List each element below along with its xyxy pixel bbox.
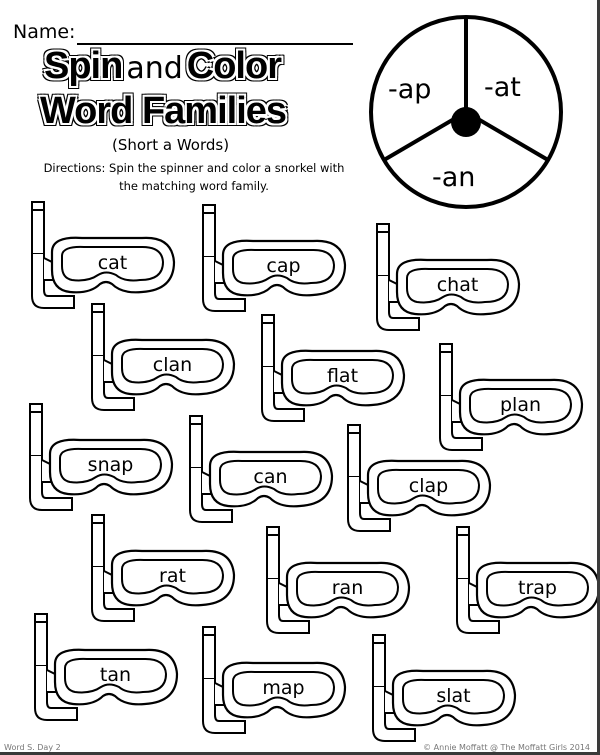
title-line-2: Word Families (40, 90, 287, 132)
snorkel-word: clap (408, 475, 449, 497)
title-line-1 (44, 45, 281, 88)
snorkel-clan[interactable] (82, 302, 242, 417)
snorkel-can[interactable] (180, 414, 340, 529)
snorkel-word: map (262, 677, 305, 699)
spinner-section-an: -an (432, 162, 476, 193)
snorkel-cat[interactable] (22, 200, 182, 315)
snorkel-word: tan (99, 664, 132, 686)
subtitle: (Short a Words) (112, 136, 230, 154)
spinner-center-pin (451, 107, 481, 137)
snorkel-word: plan (499, 394, 542, 416)
snorkel-word: chat (436, 274, 479, 296)
snorkel-slat[interactable] (363, 633, 523, 748)
snorkel-word: clan (152, 354, 193, 376)
snorkel-word: rat (159, 565, 186, 587)
footer-left: Word S. Day 2 (4, 743, 61, 752)
snorkel-word: can (253, 466, 288, 488)
title-spin: Spin (44, 45, 123, 87)
snorkel-clap[interactable] (338, 423, 498, 538)
snorkel-tan[interactable] (25, 612, 185, 727)
snorkel-word: snap (87, 454, 134, 476)
snorkel-word: ran (331, 577, 364, 599)
snorkel-trap[interactable] (447, 525, 600, 640)
title-and: and (126, 51, 183, 86)
spinner-section-ap: -ap (388, 74, 432, 105)
snorkel-word: cat (97, 252, 128, 274)
snorkel-cap[interactable] (193, 203, 353, 318)
snorkel-flat[interactable] (252, 313, 412, 428)
footer-right: © Annie Moffatt @ The Moffatt Girls 2014 (423, 743, 590, 752)
name-label: Name: (13, 21, 76, 43)
snorkel-word: trap (518, 577, 557, 599)
snorkel-rat[interactable] (82, 513, 242, 628)
snorkel-word: flat (326, 365, 359, 387)
snorkel-word: cap (266, 255, 301, 277)
spinner-section-at: -at (484, 72, 521, 103)
title-color: Color (186, 45, 281, 87)
directions: Directions: Spin the spinner and color a snorkel with the matching word family. (43, 161, 345, 193)
snorkel-map[interactable] (193, 625, 353, 740)
snorkel-ran[interactable] (257, 525, 417, 640)
snorkel-snap[interactable] (20, 402, 180, 517)
spinner[interactable] (366, 12, 566, 212)
snorkel-word: slat (436, 685, 471, 707)
